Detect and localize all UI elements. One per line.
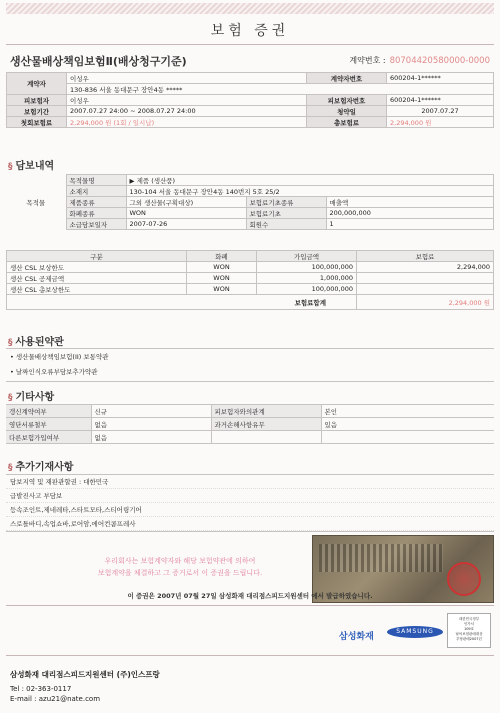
application-date-label: 청약일 — [307, 106, 387, 117]
total-premium-value: 2,294,000 원 — [387, 117, 494, 128]
cell-key: 갱신계약여부 — [6, 405, 91, 418]
product-name: 생산물배상책임보험Ⅱ(배상청구기준) — [10, 55, 187, 68]
cell-value — [321, 431, 494, 444]
coverage-key: 소재지 — [66, 186, 126, 197]
divider — [6, 44, 494, 45]
table-row — [7, 273, 494, 284]
policyholder-label: 계약자 — [7, 73, 67, 95]
cell-currency: WON — [187, 262, 257, 273]
coverage-value: 130-104 서울 동대문구 장안4동 140번지 5호 25/2 — [126, 186, 494, 197]
document-title: 보험 증권 — [210, 23, 290, 39]
table-row — [7, 84, 494, 95]
coverage-value: 매출액 — [326, 197, 494, 208]
contract-number — [349, 55, 490, 66]
coverage-details-table — [6, 174, 494, 230]
other-table — [6, 404, 494, 444]
cell-key: 다른보험가입여부 — [6, 431, 91, 444]
terms-list — [6, 348, 494, 382]
cell-value: 없음 — [91, 431, 211, 444]
cell-value: 있음 — [321, 418, 494, 431]
premium-total-value: 2,294,000 원 — [357, 295, 494, 310]
cell-value: 본인 — [321, 405, 494, 418]
section-other-heading: § 기타사항 — [8, 392, 55, 403]
footer — [10, 670, 160, 704]
period-label: 보험기간 — [7, 106, 67, 117]
cell-premium — [357, 284, 494, 295]
coverage-key: 보험료기초 — [246, 208, 326, 219]
contract-number-label: 계약번호 : — [349, 56, 386, 65]
insured-no-label: 피보험자번호 — [307, 95, 387, 106]
table-row — [6, 208, 494, 219]
additional-items-list — [6, 474, 494, 532]
coverage-amounts-table — [6, 250, 494, 310]
agency-name: 삼성화재 대리점스피드지원센터 (주)인스프랑 — [10, 670, 160, 679]
table-row — [7, 106, 494, 117]
table-row — [6, 418, 494, 431]
table-row — [7, 73, 494, 84]
insured-no: 600204-1****** — [387, 95, 494, 106]
cell-key: 영단서류철부 — [6, 418, 91, 431]
certification-badge: 대한민국정부 인가서 109호 날씨보험판매대상 부당판매2007년 — [447, 613, 491, 648]
table-row — [7, 262, 494, 273]
cell-amount: 1,000,000 — [257, 273, 357, 284]
section-additional-heading: § 추가기재사항 — [8, 462, 74, 473]
cell-name: 생산 CSL 보상한도 — [7, 262, 187, 273]
cell-key: 피보험자와의관계 — [211, 405, 321, 418]
samsung-logo: SAMSUNG — [387, 626, 443, 638]
coverage-value: WON — [126, 208, 246, 219]
table-row — [6, 197, 494, 208]
cell-key: 과거손해사항유무 — [211, 418, 321, 431]
policy-notice: 우리회사는 보험계약자와 해당 보험약관에 의하여 보험계약을 체결하고 그 증거로서 이 증권을 드립니다. — [97, 557, 263, 577]
table-row — [7, 117, 494, 128]
cell-name: 생산 CSL 총보상한도 — [7, 284, 187, 295]
coverage-value: 1 — [326, 219, 494, 230]
coverage-key: 소급담보일자 — [66, 219, 126, 230]
policyholder-name: 이성우 — [67, 73, 307, 84]
list-item: 등속조인트,제네레타,스타트모타,스티어링기어 — [6, 503, 494, 517]
section-bullet-icon: § — [8, 463, 13, 473]
table-header-row — [7, 251, 494, 262]
cell-currency: WON — [187, 273, 257, 284]
coverage-key: 제품종류 — [66, 197, 126, 208]
table-row — [7, 95, 494, 106]
section-bullet-icon: § — [8, 162, 13, 172]
cell-value: 신규 — [91, 405, 211, 418]
period-value: 2007.07.27 24:00 ~ 2008.07.27 24:00 — [67, 106, 307, 117]
header-pattern-band — [6, 3, 494, 14]
column-header: 보험료 — [357, 251, 494, 262]
column-header: 화폐 — [187, 251, 257, 262]
table-row — [6, 175, 494, 186]
cell-key — [211, 431, 321, 444]
contract-number-value: 80704420580000-0000 — [389, 56, 490, 66]
cell-amount: 100,000,000 — [257, 284, 357, 295]
table-row — [6, 431, 494, 444]
cell-name: 생산 CSL 공제금액 — [7, 273, 187, 284]
divider — [6, 655, 494, 656]
column-header: 구분 — [7, 251, 187, 262]
coverage-group-label: 목적물 — [26, 198, 46, 207]
section-terms-heading: § 사용된약관 — [8, 337, 64, 348]
cell-premium: 2,294,000 — [357, 262, 494, 273]
first-premium-label: 첫회보험료 — [7, 117, 67, 128]
cell-amount: 100,000,000 — [257, 262, 357, 273]
application-date: 2007.07.27 — [387, 106, 494, 117]
section-coverage-heading: § 담보내역 — [8, 161, 55, 172]
coverage-key: 회원수 — [246, 219, 326, 230]
list-item: • 날짜인식오류부담보추가약관 — [10, 368, 98, 376]
total-premium-label: 총보험료 — [307, 117, 387, 128]
cell-currency: WON — [187, 284, 257, 295]
first-premium-value: 2,294,000 원 (1회 / 일시납) — [67, 117, 307, 128]
list-item: 급발진사고 부담보 — [6, 489, 494, 503]
table-row — [7, 295, 494, 310]
insured-label: 피보험자 — [7, 95, 67, 106]
coverage-value: 2007-07-26 — [126, 219, 246, 230]
coverage-value: 200,000,000 — [326, 208, 494, 219]
policyholder-no-label: 계약자번호 — [307, 73, 387, 84]
policy-summary-table — [6, 72, 494, 128]
section-bullet-icon: § — [8, 338, 13, 348]
coverage-key: 화폐종류 — [66, 208, 126, 219]
premium-total-label: 보험료합계 — [7, 295, 357, 310]
list-item: 담보지역 및 재판관할권 : 대한민국 — [6, 475, 494, 489]
section-bullet-icon: § — [8, 393, 13, 403]
insured-name: 이성우 — [67, 95, 307, 106]
policyholder-no: 600204-1****** — [387, 73, 494, 84]
cell-premium — [357, 273, 494, 284]
list-item: • 생산물배상책임보험(II) 보통약관 — [10, 353, 109, 361]
table-row — [7, 284, 494, 295]
table-row — [6, 405, 494, 418]
coverage-key: 목적물명 — [66, 175, 126, 186]
divider — [6, 605, 494, 606]
table-row — [6, 219, 494, 230]
agency-phone: Tel : 02-363-0117 — [10, 685, 72, 693]
issue-statement: 이 증권은 2007년 07월 27일 삼성화재 대리점스피드지원센터 에서 발급하였습니다. — [127, 592, 373, 600]
cell-value: 없음 — [91, 418, 211, 431]
agency-email: E-mail : azu21@nate.com — [10, 695, 101, 703]
column-header: 가입금액 — [257, 251, 357, 262]
coverage-value: 그외 생산물(구획대상) — [126, 197, 246, 208]
coverage-value: ▶ 제품 (생산품) — [126, 175, 494, 186]
table-row — [6, 186, 494, 197]
list-item: 스로틀바디,속업쇼바,로어암,에어컨콤프레사 — [6, 517, 494, 531]
samsung-fire-logo: 삼성화재 — [339, 632, 374, 642]
coverage-key: 보험료기초종류 — [246, 197, 326, 208]
policyholder-address: 130-836 서울 동대문구 장안4동 ***** — [67, 84, 494, 95]
